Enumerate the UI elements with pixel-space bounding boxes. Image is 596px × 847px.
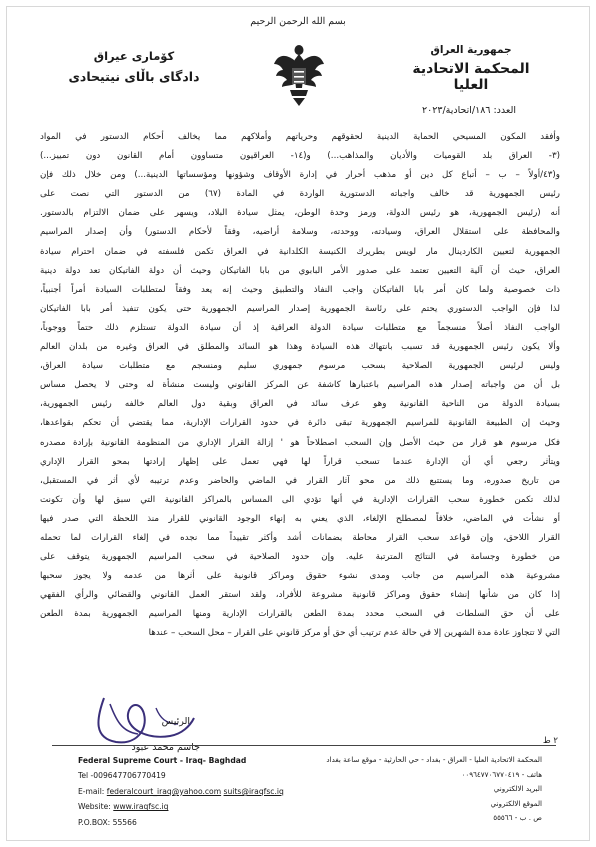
- basmala: بسم الله الرحمن الرحيم: [250, 16, 346, 27]
- body-line: من خطورة وجسامة في النتائج المترتبة عليه. وإن حدود الصلاحية في سحب المراسيم الجمهورية يتوقف على: [40, 552, 560, 563]
- footer-website-row: [78, 799, 318, 814]
- body-line: فكل مرسوم هو قرار من حيث الأصل وإن السحب اصطلاحاً هو ' إزالة القرار الإداري من المنظومة القانونية بإرادة مصدره: [40, 437, 560, 448]
- body-line: (٣- العراق بلد القوميات والأديان والمذاهب...) و(١٤- العراقيون متساوون أمام القانون دون تمييز...): [40, 151, 560, 162]
- header-kurdish: [64, 49, 204, 84]
- republic-name-kurdish: كۆماری عیراق: [93, 49, 175, 63]
- footer-pobox: P.O.BOX: 55566: [78, 817, 137, 827]
- footer-email-link-2[interactable]: suits@iraqfsc.iq: [223, 786, 284, 796]
- body-line: مشروعية هذه المراسيم من جانب ومدى نشوء حقوق ومراكز قانونية على أثرها من عدمه ولا يجوز سحبها: [40, 571, 560, 582]
- body-line: ويتأثر رجعي أي أن الإدارة عندما تسحب قراراً لها فهي تعمل على إظهار إرادتها بمحو القرار الإداري: [40, 456, 560, 467]
- footer-email-link-1[interactable]: federalcourt_iraq@yahoo.com: [106, 786, 222, 796]
- body-line: وليس لرئيس الجمهورية الصلاحية بسحب مرسوم جمهوري سليم ومنسجم مع متطلبات سيادة العراق،: [40, 361, 560, 372]
- body-line: أنه (رئيس الجمهورية، هو رئيس الدولة، ورمز وحدة الوطن، يمثل سيادة البلاد، ويسهر على ضمان الالتزام بالدستور.: [40, 208, 560, 219]
- body-line: أو نشأت في الماضي، خلافاً لمصطلح الإلغاء، الذي يعني به إنهاء الوجود القانوني للقرار منذ اللحظة التي صدر فيها: [40, 513, 560, 524]
- body-line: و(٤٣/أولاً – ب – أتباع كل دين أو مذهب أحرار في إدارة الأوقاف وشؤونها ومؤسساتها الدينية...) ومن خلال ذلك فإن: [40, 170, 560, 181]
- footer-phone-arabic: هاتف - ٠٠٩٦٤٧٧٠٦٧٧٠٤١٩: [461, 769, 542, 779]
- body-line: وألا يكون رئيس الجمهورية قد تسبب بانتهاك هذه السيادة وهذا هو السائد والمطلق في العراق وغيره من بلدان العالم: [40, 342, 560, 353]
- body-line: وحيث إن الطبيعة القانونية للمراسيم الجمهورية تبقى دائرة في حدود القرارات الإدارية، مما يقتضي أن تحكم بقواعدها،: [40, 418, 560, 429]
- iraq-eagle-emblem-icon: [272, 40, 326, 110]
- body-line: والمحافظة على استقلال العراق، وسيادته، ووحدته، وسلامة أراضيه، وفقاً لأحكام الدستور) وأن إصدار المراسيم: [40, 227, 560, 238]
- reference-number: العدد: ١٨٦/اتحادية/٢٠٢٣: [422, 105, 516, 116]
- body-line: الجمهورية لتعيين الكاردينال مار لويس بطريرك الكنيسة الكلدانية في العراق تكمن فلسفته في ضمان احترام سيادة: [40, 246, 560, 257]
- signatory-title: الرئيس: [161, 716, 190, 727]
- body-line: لذا فإن الواجب الدستوري يحتم على رئاسة الجمهورية إصدار المراسيم الجمهورية حتى يكون تنفيذ أمر بابا الفاتيكان: [40, 303, 560, 314]
- footer-website-label: Website:: [78, 802, 111, 812]
- footer-divider: [52, 745, 556, 746]
- body-line: وأفقد المكون المسيحي الحماية الدينية لحقوقهم وحرياتهم وأملاكهم مما يخالف أحكام الدستور في المواد: [40, 132, 560, 142]
- signatory-name: جاسم محمد عبود: [131, 742, 200, 753]
- footer-email-label: E-mail:: [78, 786, 105, 796]
- body-line: رئيس الجمهورية قد خالف واجباته الدستورية الواردة في المادة (٦٧) من الدستور التي نصت على: [40, 189, 560, 200]
- body-line: إذا كان من شأنها إنشاء حقوق ومراكز قانونية مشروعة للأفراد، ولقد استقر العمل القانوني والقضائي والرأي الفقهي: [40, 590, 560, 601]
- body-line: بسيادة الدولة من الناحية القانونية وهو عرف سائد في العراق وبقية دول العالم خالفه رئيس الجمهورية،: [40, 399, 560, 410]
- footer-court-name: Federal Supreme Court - Iraq- Baghdad: [78, 756, 247, 765]
- footer-email-row: [78, 784, 318, 799]
- body-line: العراق، حيث أن آلية التعيين تعتمد على صدور الأمر البابوي من بابا الفاتيكان وحيث أن دولة الفاتيكان تعد دولة دينية: [40, 265, 560, 276]
- page-number: ٢ ط: [542, 736, 558, 746]
- body-line: الواجب النفاذ أصلاً منسجماً مع متطلبات سيادة الدولة العراقية إذ أن سيادة الدولة تستلزم ذلك حتماً ووجوباً،: [40, 322, 560, 333]
- body-line: من تاريخ صدوره، وما يستتبع ذلك من محو آثار القرار في الماضي والحاضر وعدم ترتيبه لأي أثر في المستقبل،: [40, 475, 560, 486]
- footer-website-link[interactable]: www.iraqfsc.iq: [113, 802, 169, 812]
- footer-pobox-arabic: ص . ب - ٥٥٥٦٦: [493, 813, 542, 823]
- footer-arabic: [326, 753, 542, 826]
- body-line: بل أن من واجباته إصدار هذه المراسيم باعتبارها كاشفة عن المركز القانوني وليست منشأة له وحتى لا يحصل مساس: [40, 380, 560, 391]
- body-line: القرار اللاحق، وإن قواعد سحب القرار محاطة بضمانات أشد وأكثر تقييداً مما نجده في إلغاء القرارات لما تحمله: [40, 532, 560, 543]
- footer-telephone: Tel -009647706770419: [78, 771, 166, 781]
- republic-name-arabic: جمهورية العراق: [430, 44, 512, 56]
- body-line: التي لا تتجاوز عادة مدة الشهرين إلا في حالة عدم ترتيب أي حق أو مركز قانوني على القرار – محل السحب – عندها: [148, 628, 560, 639]
- footer-english: [78, 753, 318, 830]
- court-name-arabic: المحكمة الاتحادية العليا: [412, 61, 530, 93]
- footer-email-label-arabic: البريد الالكتروني: [493, 784, 542, 794]
- footer-address-arabic: المحكمة الاتحادية العليا - العراق - بغداد - حي الحارثية - موقع ساعة بغداد: [326, 755, 542, 764]
- court-name-kurdish: دادگای باڵای نیتیحادی: [68, 69, 200, 84]
- header-arabic: [396, 44, 546, 116]
- body-line: على أن حق السلطات في السحب محدد بمدة الطعن بالقرارات الإدارية ومنها المراسيم الجمهورية بمدة الطعن: [40, 609, 560, 620]
- body-line: ذات خصوصية ولما كان أمر بابا الفاتيكان واجب النفاذ والتطبيق وحيث إنه يعد وفقاً لمتطلبات السيادة أمراً أجنبياً،: [40, 284, 560, 295]
- footer-site-label-arabic: الموقع الالكتروني: [490, 798, 542, 808]
- document-body: [40, 128, 560, 644]
- body-line: لذلك تكمن خطورة سحب القرارات الإدارية في أنها تؤدي الى المساس بالمراكز القانونية التي سبق لها وأن تكونت: [40, 494, 560, 505]
